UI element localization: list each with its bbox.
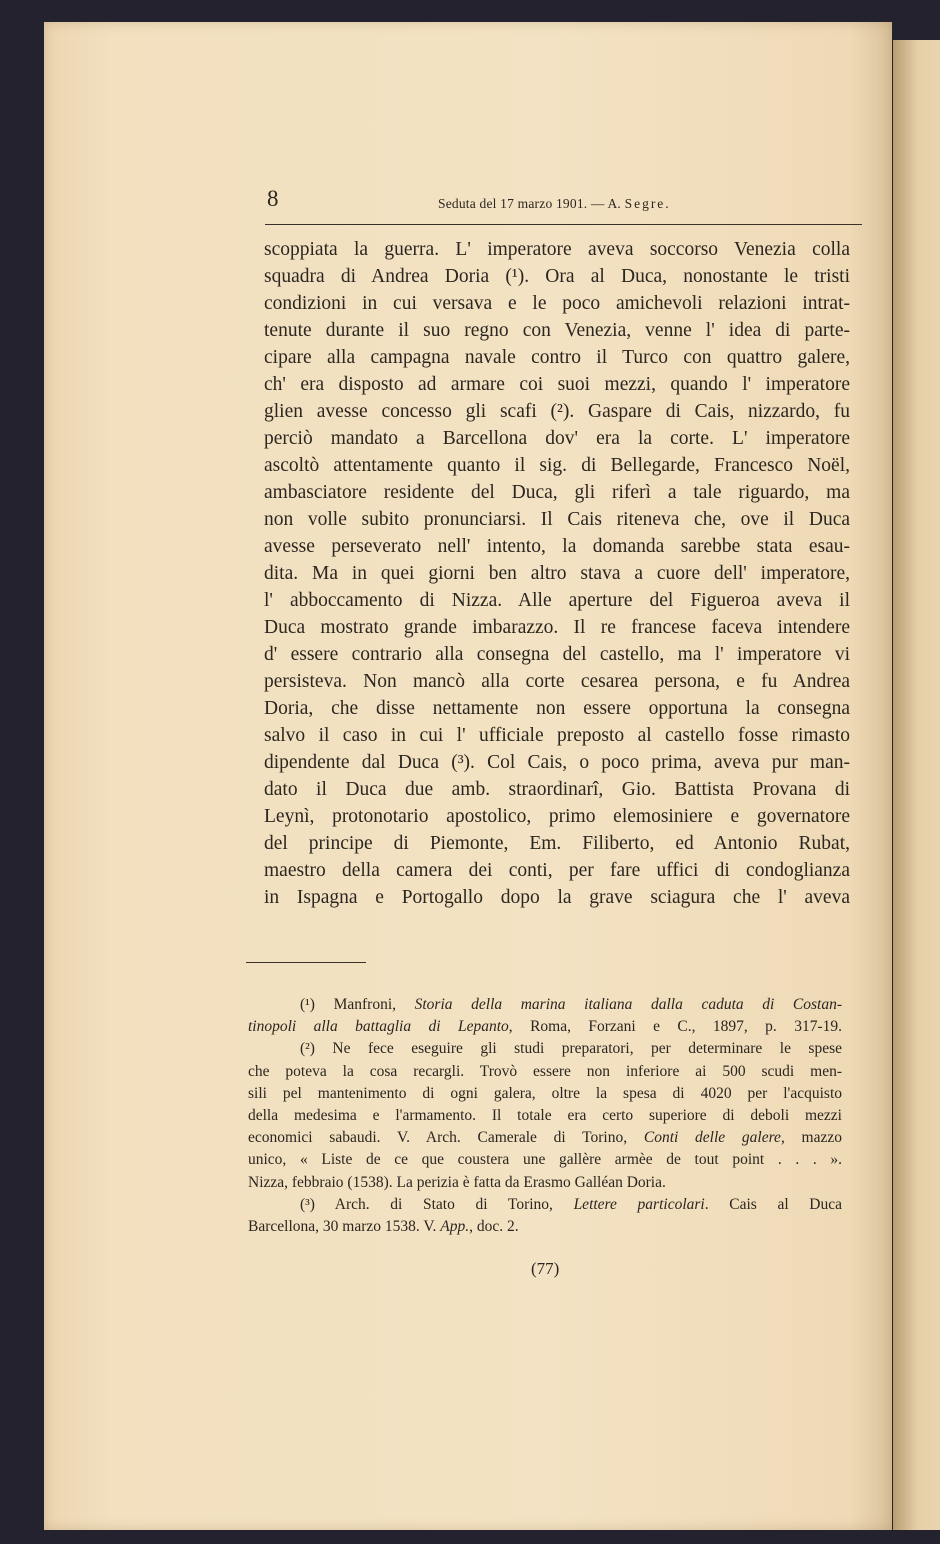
body-line: condizioni in cui versava e le poco amichevoli relazioni intrat- — [264, 293, 850, 314]
running-head — [438, 196, 671, 212]
footnote-line — [248, 1038, 842, 1060]
footnote-line — [248, 994, 842, 1016]
footnote-line — [248, 1194, 842, 1216]
body-line: dita. Ma in quei giorni ben altro stava a cuore dell' imperatore, — [264, 563, 850, 584]
adjacent-page-edge — [893, 40, 940, 1530]
footnote-text: , doc. 2. — [469, 1217, 519, 1235]
body-line: squadra di Andrea Doria (¹). Ora al Duca, nonostante le tristi — [264, 266, 850, 287]
body-line: cipare alla campagna navale contro il Turco con quattro galere, — [264, 347, 850, 368]
body-line: del principe di Piemonte, Em. Filiberto, ed Antonio Rubat, — [264, 833, 850, 854]
footnote-line — [248, 1149, 842, 1171]
body-line: avesse perseverato nell' intento, la domanda sarebbe stata esau- — [264, 536, 850, 557]
footnote-text: . Cais al Duca — [704, 1195, 842, 1213]
footnote-line — [248, 1061, 842, 1083]
footnote-text: sili pel mantenimento di ogni galera, oltre la spesa di 4020 per l'acquisto — [248, 1084, 842, 1102]
body-line: perciò mandato a Barcellona dov' era la corte. L' imperatore — [264, 428, 850, 449]
body-text — [264, 236, 850, 911]
body-line: Doria, che disse nettamente non essere opportuna la consegna — [264, 698, 850, 719]
footnote-italic-title: Lettere particolari — [573, 1195, 705, 1213]
body-line: ambasciatore residente del Duca, gli riferì a tale riguardo, ma — [264, 482, 850, 503]
body-line: tenute durante il suo regno con Venezia, venne l' idea di parte- — [264, 320, 850, 341]
footnotes — [248, 994, 842, 1238]
footnote-text: , mazzo — [780, 1129, 842, 1147]
footnote-italic-title: Conti delle galere — [643, 1129, 781, 1147]
body-line: ascoltò attentamente quanto il sig. di Bellegarde, Francesco Noël, — [264, 455, 850, 476]
body-line: d' essere contrario alla consegna del castello, ma l' imperatore vi — [264, 644, 850, 665]
footnote-line — [248, 1172, 842, 1194]
body-line: maestro della camera dei conti, per fare uffici di condoglianza — [264, 860, 850, 881]
body-line: Leynì, protonotario apostolico, primo elemosiniere e governatore — [264, 806, 850, 827]
footnote-text: che poteva la cosa recargli. Trovò essere non inferiore ai 500 scudi men- — [248, 1062, 842, 1080]
footnote-line — [248, 1216, 842, 1238]
footnote-text: economici sabaudi. V. Arch. Camerale di Torino, — [248, 1129, 644, 1147]
body-line: l' abboccamento di Nizza. Alle aperture del Figueroa aveva il — [264, 590, 850, 611]
footnote-italic-title: App. — [440, 1217, 470, 1235]
footnote-separator — [246, 962, 366, 963]
body-line: non volle subito pronunciarsi. Il Cais riteneva che, ove il Duca — [264, 509, 850, 530]
page-number: 8 — [267, 186, 279, 211]
running-title: Seduta del 17 marzo 1901. — A. — [438, 196, 621, 211]
footnote-text: unico, « Liste de ce que coustera une gallère armèe de tout point . . . ». — [248, 1151, 842, 1169]
folio-number: (77) — [531, 1259, 560, 1278]
footnote-text: , Roma, Forzani e C., 1897, p. 317-19. — [508, 1018, 842, 1036]
running-author: Segre. — [624, 196, 671, 211]
header-rule — [265, 224, 862, 225]
footnote-italic-title: Storia della marina italiana dalla caduta di Costan- — [414, 996, 843, 1013]
body-line: dipendente dal Duca (³). Col Cais, o poco prima, aveva pur man- — [264, 752, 850, 773]
footnote-text: Nizza, febbraio (1538). La perizia è fatta da Erasmo Galléan Doria. — [248, 1173, 666, 1191]
footnote-text: (³) Arch. di Stato di Torino, — [300, 1195, 574, 1213]
body-line: persisteva. Non mancò alla corte cesarea persona, e fu Andrea — [264, 671, 850, 692]
footnote-text: della medesima e l'armamento. Il totale era certo superiore di deboli mezzi — [248, 1106, 842, 1124]
footnote-line — [248, 1016, 842, 1038]
footnote-text: (¹) Manfroni, — [300, 996, 415, 1013]
body-line: ch' era disposto ad armare coi suoi mezzi, quando l' imperatore — [264, 374, 850, 395]
body-line: in Ispagna e Portogallo dopo la grave sciagura che l' aveva — [264, 887, 850, 908]
body-line: Duca mostrato grande imbarazzo. Il re francese faceva intendere — [264, 617, 850, 638]
body-line: glien avesse concesso gli scafi (²). Gaspare di Cais, nizzardo, fu — [264, 401, 850, 422]
footnote-line — [248, 1105, 842, 1127]
footnote-italic-title: tinopoli alla battaglia di Lepanto — [248, 1018, 509, 1036]
footnote-line — [248, 1127, 842, 1149]
footnote-text: (²) Ne fece eseguire gli studi preparatori, per determinare le spese — [300, 1040, 842, 1058]
footnote-text: Barcellona, 30 marzo 1538. V. — [248, 1217, 441, 1235]
body-line: salvo il caso in cui l' ufficiale preposto al castello fosse rimasto — [264, 725, 850, 746]
footnote-line — [248, 1083, 842, 1105]
body-line: dato il Duca due amb. straordinarî, Gio. Battista Provana di — [264, 779, 850, 800]
body-line: scoppiata la guerra. L' imperatore aveva soccorso Venezia colla — [264, 239, 850, 260]
